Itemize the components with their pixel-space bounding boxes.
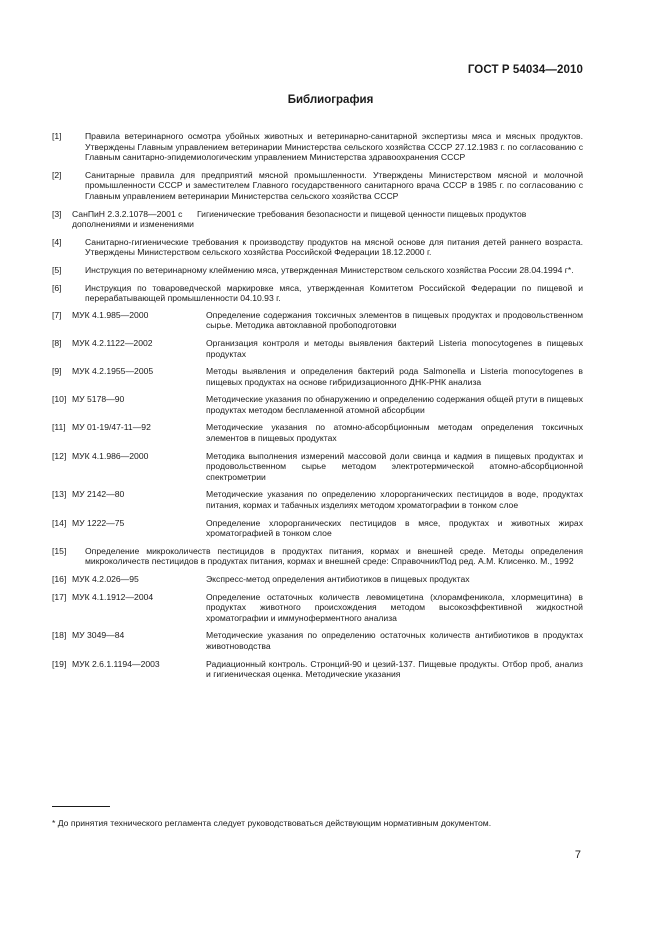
bibliography-entry-10 xyxy=(52,394,583,415)
bibliography-entry-17 xyxy=(52,592,583,624)
entry-text: Инструкция по ветеринарному клеймению мяса, утвержденная Министерством сельского хозяйства России 28.04.1994 г*. xyxy=(85,264,574,275)
bibliography-entry-11 xyxy=(52,422,583,443)
entry-number: [7] xyxy=(52,309,62,320)
entry-text: Методические указания по определению хлорорганических пестицидов в воде, продуктах питания, кормах и табачных изделиях методом хроматографии в тонком слое xyxy=(206,489,583,511)
entry-number: [19] xyxy=(52,658,67,669)
entry-number: [8] xyxy=(52,337,62,348)
entry-number: [4] xyxy=(52,236,62,247)
standard-code: ГОСТ Р 54034—2010 xyxy=(467,64,583,76)
bibliography-entry-19 xyxy=(52,659,583,680)
entry-text: Санитарные правила для предприятий мясной промышленности. Утверждены Министерством мясной и молочной промышленности СССР и заместителем Главного государственного санитарного врача СССР в 1985 г. по согласованию с Главным управлением ветеринарии Министерства сельского хозяйства СССР xyxy=(85,169,583,201)
bibliography-list xyxy=(52,131,583,687)
entry-text: Методика выполнения измерений массовой доли свинца и кадмия в пищевых продуктах и продовольственном сырье методом электротермической атомно-абсорбционной спектрометрии xyxy=(206,450,583,482)
bibliography-entry-1 xyxy=(52,131,583,163)
bibliography-entry-6 xyxy=(52,283,583,304)
entry-code: МУ 01-19/47-11—92 xyxy=(72,422,151,433)
bibliography-entry-5 xyxy=(52,265,583,276)
entry-text: Экспресс-метод определения антибиотиков в пищевых продуктах xyxy=(206,574,470,584)
bibliography-entry-12 xyxy=(52,451,583,483)
bibliography-entry-3 xyxy=(52,209,583,230)
entry-text: Инструкция по товароведческой маркировке мяса, утвержденная Комитетом Российской Федерации по пищевой и перерабатывающей промышленности 04.10.93 г. xyxy=(85,282,583,304)
entry-text: Методы выявления и определения бактерий рода Salmonella и Listeria monocytogenes в пищевых продуктах на основе гибридизационного ДНК-РНК анализа xyxy=(206,366,583,387)
entry-text: Методические указания по обнаружению и определению содержания общей ртути в пищевых продуктах методом беспламенной атомной абсорбции xyxy=(206,394,583,415)
entry-text: Организация контроля и методы выявления бактерий Listeria monocytogenes в пищевых продуктах xyxy=(206,337,583,359)
entry-text: Определение микроколичеств пестицидов в продуктах питания, кормах и внешней среде. Методы определения микроколичеств пестицидов в продуктах питания, кормах и внешней среде: Справочник/Под ред. А.М. Клисенко. М., 1992 xyxy=(85,545,583,567)
entry-number: [14] xyxy=(52,517,67,528)
footnote: * До принятия технического регламента следует руководствоваться действующим нормативным документом. xyxy=(52,818,492,828)
entry-code: МУК 4.2.1122—2002 xyxy=(72,337,153,348)
entry-code: МУК 2.6.1.1194—2003 xyxy=(72,658,160,669)
entry-code: МУК 4.1.985—2000 xyxy=(72,309,149,320)
entry-number: [1] xyxy=(52,131,62,141)
entry-code: МУ 2142—80 xyxy=(72,489,125,500)
entry-number: [12] xyxy=(52,450,67,461)
entry-number: [16] xyxy=(52,574,67,584)
entry-number: [6] xyxy=(52,282,62,293)
footnote-divider xyxy=(52,806,110,807)
entry-text: Гигиенические требования безопасности и пищевой ценности пищевых продуктов xyxy=(197,208,527,219)
entry-number: [15] xyxy=(52,545,67,556)
entry-number: [3] xyxy=(52,208,62,219)
entry-code: МУ 1222—75 xyxy=(72,517,125,528)
entry-code: МУК 4.1.1912—2004 xyxy=(72,591,154,602)
entry-code: МУК 4.2.026—95 xyxy=(72,574,139,584)
bibliography-entry-18 xyxy=(52,630,583,651)
bibliography-entry-16 xyxy=(52,574,583,585)
entry-text: Определение содержания токсичных элементов в пищевых продуктах и продовольственном сырье. Методика автоклавной пробоподготовки xyxy=(206,309,583,331)
entry-text: Определение остаточных количеств левомицетина (хлорамфеникола, хлормецитина) в продуктах животного происхождения методом высокоэффективной жидкостной хроматографии и иммуноферментного анализа xyxy=(206,591,583,623)
entry-number: [5] xyxy=(52,264,62,275)
bibliography-entry-4 xyxy=(52,237,583,258)
entry-text: Определение хлорорганических пестицидов в мясе, продуктах и животных жирах хроматографией в тонком слое xyxy=(206,517,583,539)
entry-number: [13] xyxy=(52,489,67,500)
entry-number: [11] xyxy=(52,422,66,433)
bibliography-entry-13 xyxy=(52,489,583,510)
entry-text: Санитарно-гигиенические требования к производству продуктов на мясной основе для питания детей раннего возраста. Утверждены Министерством сельского хозяйства Российской Федерации 18.12.2000 г. xyxy=(85,236,583,258)
entry-text: Радиационный контроль. Стронций-90 и цезий-137. Пищевые продукты. Отбор проб, анализ и гигиеническая оценка. Методические указания xyxy=(206,658,583,680)
bibliography-entry-9 xyxy=(52,366,583,387)
entry-text: Правила ветеринарного осмотра убойных животных и ветеринарно-санитарной экспертизы мяса и мясных продуктов. Утверждены Главным управлением ветеринарии Министерства сельского хозяйства СССР 27.12.1983 г. по согласованию с Главным санитарно-эпидемиологическим управлением Министерства здравоохранения СССР xyxy=(85,131,583,163)
bibliography-entry-15 xyxy=(52,546,583,567)
bibliography-entry-14 xyxy=(52,518,583,539)
entry-number: [18] xyxy=(52,630,67,641)
entry-number: [10] xyxy=(52,394,67,405)
bibliography-entry-2 xyxy=(52,170,583,202)
page-title: Библиография xyxy=(287,94,374,106)
entry-code: МУК 4.1.986—2000 xyxy=(72,450,149,461)
bibliography-entry-7 xyxy=(52,310,583,331)
entry-text: Методические указания по определению остаточных количеств антибиотиков в продуктах животноводства xyxy=(206,630,583,651)
bibliography-entry-8 xyxy=(52,338,583,359)
entry-number: [17] xyxy=(52,591,67,602)
entry-number: [2] xyxy=(52,169,62,180)
entry-code: СанПиН 2.3.2.1078—2001 с дополнениями и изменениями xyxy=(72,208,194,230)
page-number: 7 xyxy=(574,849,581,861)
entry-code: МУК 4.2.1955—2005 xyxy=(72,366,154,377)
entry-code: МУ 5178—90 xyxy=(72,394,125,405)
entry-code: МУ 3049—84 xyxy=(72,630,125,641)
entry-number: [9] xyxy=(52,366,62,377)
entry-text: Методические указания по атомно-абсорбционным методам определения токсичных элементов в пищевых продуктах xyxy=(206,422,583,444)
